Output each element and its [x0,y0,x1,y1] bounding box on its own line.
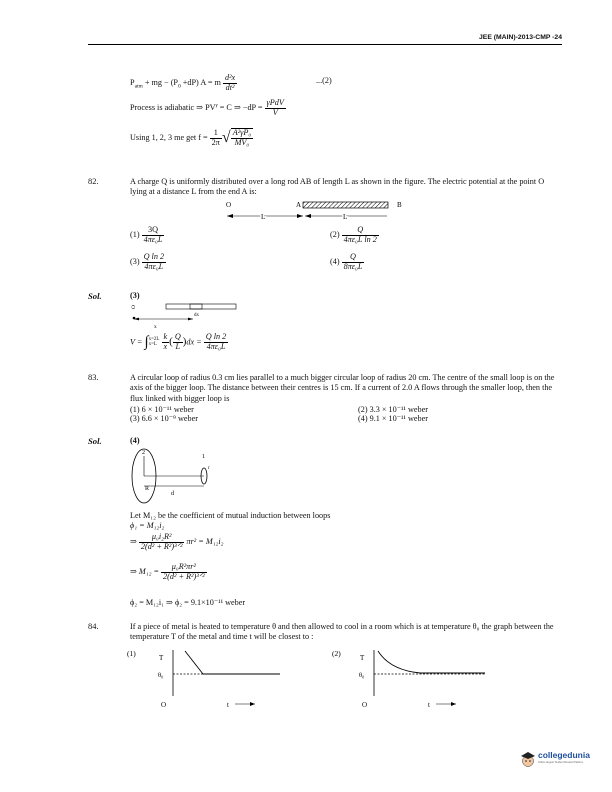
answer-83: (4) [130,436,140,445]
arrowhead-mid2 [305,214,311,218]
element-dx [190,304,202,309]
question-84-text: If a piece of metal is heated to temperature θ and then allowed to cool in a room which is at temperature θ₀ the graph between the temperature T of the metal and time t will be closest to : [130,622,554,642]
equation-force: $P_{atm}$ + mg − $(P_0 +dP) A = m$ $\frac{\text{d²x}}{\text{dt²}}$ [130,73,236,92]
graph-2-origin-label: O [362,701,368,708]
arrowhead-left [227,214,233,218]
logo-text: collegedunia [538,750,590,760]
graph-1-option-label: (1) [127,649,136,658]
question-number-83: 83. [88,373,99,382]
length-label-1: L [261,213,266,221]
graduate-cap-icon [520,751,536,767]
graph-1-t-axis-label: T [159,654,164,662]
question-83-text: A circular loop of radius 0.3 cm lies parallel to a much bigger circular loop of radius 20 cm. The centre of the small loop is on the axis of the bigger loop. The distance between their centres is 15 cm. If a current of 2.0 A flows through the smaller loop, then the flux linked with bigger loop is [130,373,555,403]
graph-1-curve-drop [185,651,203,674]
solution-label-83: Sol. [88,436,102,446]
graph-1-time-label: t [227,701,229,708]
loop-1-label: 1 [202,454,205,460]
solution-rod-figure [128,299,248,331]
sol-83-line-2: ϕ₁ = M₁₂i₂ [130,521,165,530]
logo-tagline: India's largest Student Review Platform [538,761,584,764]
sol-83-line-5: ϕ₂ = M₁₂i₁ ⇒ ϕ₂ = 9.1×10⁻¹¹ weber [130,598,246,607]
rod-figure [215,198,415,222]
graph-2-option-label: (2) [332,649,341,658]
sol-x-label: x [154,324,157,330]
option-82-3: (3) $\frac{\text{Q ln 2}}{\text{4πε₀L}}$ [130,252,165,271]
point-o-label: O [226,201,232,209]
option-83-2: (2) 3.3 × 10⁻¹¹ weber [358,405,429,414]
option-83-4: (4) 9.1 × 10⁻¹¹ weber [358,414,429,423]
graph-1-theta-label: θ₀ [158,672,164,679]
x-arrow-right [188,318,193,321]
question-number-84: 84. [88,622,99,631]
sol-83-line-1: Let M₁₂ be the coefficient of mutual induction between loops [130,511,331,520]
frequency-result: Using 1, 2, 3 me get f = $\frac{1}{2\pi}$ √ $\frac{\text{A²γP₀}}{\text{MV₀}}$ [130,127,252,147]
solution-label-82: Sol. [88,291,102,301]
loops-figure [128,446,218,510]
potential-integral: V = ∫ x=2L x=L $\frac{k}{x}$ ( $\frac{Q}{L}$ )dx = $\frac{\text{Q ln 2}}{\text{4πε₀L}}$ [130,332,227,351]
sol-83-line-3: ⇒ $\frac{\text{μ₀i₂R²}}{\text{2(d² + R²)³ᐟ²}}$ πr² = M₁₂i₂ [130,532,224,551]
distance-d-label: d [171,491,174,497]
graph-1-time-arrowhead [250,702,255,706]
graph-2-theta-label: θ₀ [359,672,365,679]
point-a-label: A [296,201,302,209]
graph-2-curve [378,651,485,673]
graph-2-t-axis-label: T [360,654,365,662]
cooling-graph-2 [330,648,490,708]
length-label-2: L [343,213,348,221]
sol-83-line-4: ⇒ M₁₂ = $\frac{\text{μ₀R²πr²}}{\text{2(d² + R²)³ᐟ²}}$ [130,562,205,581]
radius-r-label: R [145,486,150,492]
question-number-82: 82. [88,177,99,186]
equation-tag: ...(2) [316,76,332,85]
question-82-text: A charge Q is uniformly distributed over a long rod AB of length L as shown in the figure. The electric potential at the point O lying at a distance L from the end A is: [130,177,545,197]
answer-82: (3) [130,291,140,300]
option-82-1: (1) $\frac{3Q}{\text{4πε₀L}}$ [130,225,163,244]
option-83-3: (3) 6.6 × 10⁻⁹ weber [130,414,198,423]
sol-rod [166,304,236,309]
loop-2-label: 2 [142,450,145,456]
option-82-2: (2) $\frac{Q}{\text{4πε₀L ln 2}}$ [330,225,377,244]
adiabatic-line: Process is adiabatic ⇒ $PV^\gamma = C$ ⇒ −dP = $\frac{\text{γPdV}}{V}$ [130,98,284,117]
arrowhead-mid [297,214,303,218]
cooling-graph-1 [125,648,285,708]
graph-1-origin-label: O [161,701,167,708]
graph-2-time-label: t [428,701,430,708]
page-header: JEE (MAIN)-2013-CMP -24 [479,34,562,41]
option-82-4: (4) $\frac{Q}{\text{8πε₀L}}$ [330,252,363,271]
charged-rod [303,202,388,208]
option-83-1: (1) 6 × 10⁻¹¹ weber [130,405,194,414]
header-rule [88,44,562,45]
small-r-label: r [208,466,210,471]
sol-o-label: O [131,305,137,309]
graph-2-time-arrowhead [451,702,456,706]
point-b-label: B [397,201,402,209]
sol-dx-label: dx [194,313,199,318]
